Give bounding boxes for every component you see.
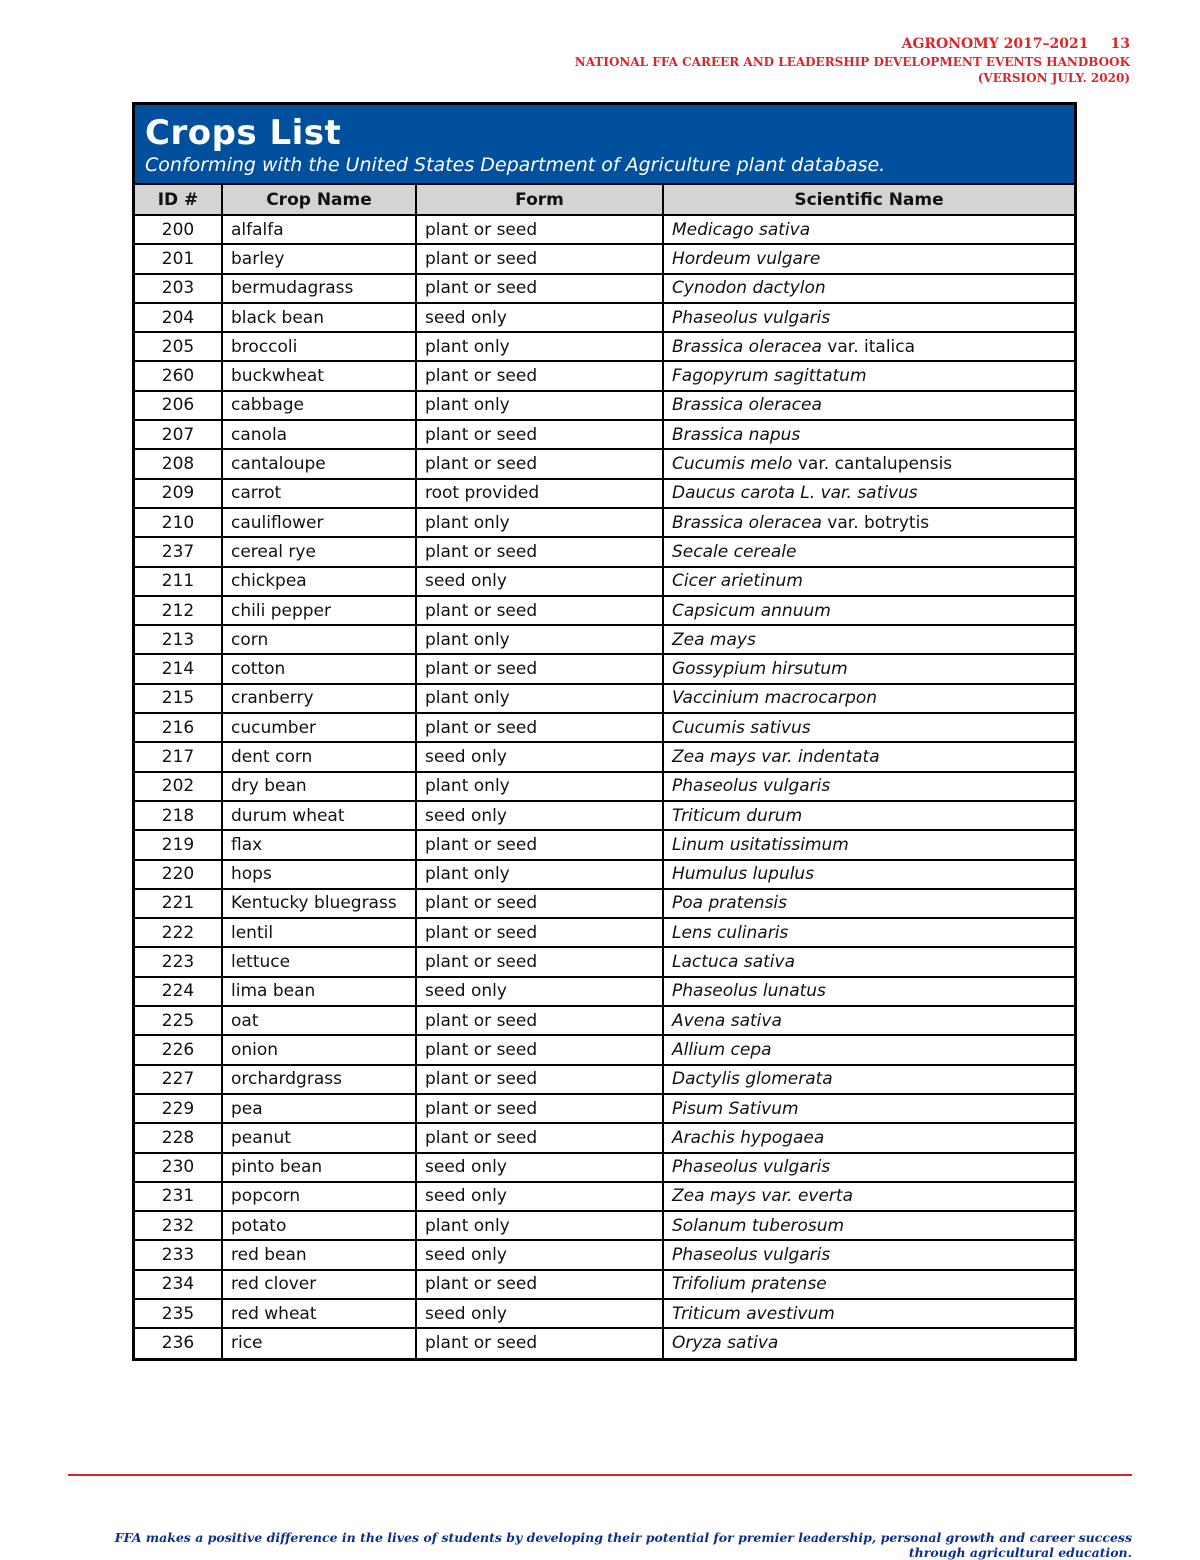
cell-scientific-name [663,947,1074,976]
cell-id: 219 [135,830,222,859]
cell-form: plant only [416,860,663,889]
table-row [135,1153,1074,1182]
table-row [135,479,1074,508]
crops-list-table [132,102,1077,1361]
cell-scientific-name [663,1153,1074,1182]
scientific-name-variety: var. italica [821,336,916,357]
cell-crop-name: rice [222,1328,416,1357]
table-row [135,1094,1074,1123]
scientific-name-italic: Humulus lupulus [672,864,815,885]
cell-scientific-name [663,567,1074,596]
scientific-name-italic: Cicer arietinum [672,571,803,592]
table-subtitle: Conforming with the United States Department of Agriculture plant database. [145,154,886,176]
cell-form: plant or seed [416,215,663,244]
table-row [135,303,1074,332]
cell-form: plant or seed [416,537,663,566]
cell-scientific-name [663,1035,1074,1064]
cell-id: 218 [135,801,222,830]
table-row [135,1182,1074,1211]
cell-form: plant or seed [416,889,663,918]
cell-id: 214 [135,654,222,683]
cell-scientific-name [663,1299,1074,1328]
cell-form: plant only [416,1211,663,1240]
header-line-3: (VERSION JULY. 2020) [977,71,1130,85]
cell-crop-name: broccoli [222,332,416,361]
cell-crop-name: cranberry [222,684,416,713]
cell-scientific-name [663,332,1074,361]
cell-crop-name: durum wheat [222,801,416,830]
table-row [135,625,1074,654]
scientific-name-italic: Lactuca sativa [672,952,795,973]
cell-id: 227 [135,1065,222,1094]
table-title: Crops List [145,113,342,153]
cell-id: 209 [135,479,222,508]
cell-crop-name: cucumber [222,713,416,742]
cell-crop-name: peanut [222,1123,416,1152]
scientific-name-italic: Secale cereale [672,541,797,562]
table-row [135,361,1074,390]
cell-form: plant or seed [416,1123,663,1152]
cell-form: plant only [416,684,663,713]
cell-crop-name: black bean [222,303,416,332]
scientific-name-italic: Gossypium hirsutum [672,659,848,680]
cell-scientific-name [663,361,1074,390]
cell-scientific-name [663,537,1074,566]
cell-crop-name: red bean [222,1240,416,1269]
cell-scientific-name [663,508,1074,537]
table-row [135,1035,1074,1064]
cell-form: plant or seed [416,244,663,273]
cell-crop-name: red wheat [222,1299,416,1328]
table-row [135,1006,1074,1035]
cell-scientific-name [663,684,1074,713]
scientific-name-italic: Cynodon dactylon [672,278,826,299]
cell-crop-name: potato [222,1211,416,1240]
table-row [135,1240,1074,1269]
cell-scientific-name [663,596,1074,625]
cell-crop-name: cantaloupe [222,449,416,478]
cell-id: 206 [135,391,222,420]
cell-form: plant or seed [416,596,663,625]
footer-divider [68,1474,1132,1476]
scientific-name-variety: var. cantalupensis [792,454,953,475]
scientific-name-italic: Brassica oleracea [672,336,822,357]
table-row [135,508,1074,537]
cell-id: 216 [135,713,222,742]
cell-crop-name: alfalfa [222,215,416,244]
table-row [135,1065,1074,1094]
cell-id: 228 [135,1123,222,1152]
cell-crop-name: corn [222,625,416,654]
cell-scientific-name [663,1182,1074,1211]
cell-crop-name: Kentucky bluegrass [222,889,416,918]
header-line-2: NATIONAL FFA CAREER AND LEADERSHIP DEVELOPMENT EVENTS HANDBOOK [574,55,1130,69]
table-row [135,391,1074,420]
cell-form: seed only [416,1240,663,1269]
cell-scientific-name [663,772,1074,801]
table-row [135,742,1074,771]
cell-form: seed only [416,567,663,596]
cell-scientific-name [663,1123,1074,1152]
table-row [135,420,1074,449]
table-row [135,654,1074,683]
cell-id: 211 [135,567,222,596]
cell-scientific-name [663,1211,1074,1240]
cell-form: seed only [416,1182,663,1211]
cell-id: 237 [135,537,222,566]
scientific-name-italic: Triticum avestivum [672,1303,835,1324]
scientific-name-italic: Hordeum vulgare [672,248,821,269]
table-row [135,1299,1074,1328]
cell-scientific-name [663,625,1074,654]
crops-table [135,185,1074,1358]
table-row [135,1270,1074,1299]
cell-form: plant only [416,332,663,361]
scientific-name-italic: Fagopyrum sagittatum [672,366,867,387]
column-header-crop-name: Crop Name [222,185,416,215]
scientific-name-italic: Avena sativa [672,1010,782,1031]
scientific-name-italic: Brassica oleracea [672,395,822,416]
scientific-name-italic: Triticum durum [672,805,803,826]
cell-scientific-name [663,889,1074,918]
cell-crop-name: cabbage [222,391,416,420]
table-row [135,1328,1074,1357]
cell-form: plant or seed [416,1094,663,1123]
scientific-name-italic: Brassica napus [672,424,801,445]
scientific-name-italic: Cucumis sativus [672,717,811,738]
column-header-scientific-name: Scientific Name [663,185,1074,215]
cell-crop-name: lentil [222,918,416,947]
scientific-name-italic: Zea mays [672,629,756,650]
cell-id: 224 [135,977,222,1006]
cell-id: 217 [135,742,222,771]
footer-tagline: FFA makes a positive difference in the lives of students by developing their potential for premier leadership, personal growth and career success through agricultural education. [114,1530,1132,1560]
table-body [135,215,1074,1358]
cell-crop-name: popcorn [222,1182,416,1211]
cell-id: 201 [135,244,222,273]
cell-id: 236 [135,1328,222,1357]
cell-form: plant or seed [416,361,663,390]
cell-crop-name: lima bean [222,977,416,1006]
scientific-name-italic: Capsicum annuum [672,600,831,621]
cell-id: 212 [135,596,222,625]
cell-form: plant or seed [416,830,663,859]
cell-id: 234 [135,1270,222,1299]
cell-form: plant or seed [416,449,663,478]
scientific-name-italic: Zea mays var. indentata [672,746,880,767]
cell-crop-name: onion [222,1035,416,1064]
cell-id: 223 [135,947,222,976]
cell-crop-name: pinto bean [222,1153,416,1182]
scientific-name-italic: Pisum Sativum [672,1098,799,1119]
table-row [135,977,1074,1006]
cell-scientific-name [663,860,1074,889]
cell-scientific-name [663,1094,1074,1123]
cell-crop-name: dent corn [222,742,416,771]
table-row [135,215,1074,244]
table-row [135,1211,1074,1240]
cell-id: 204 [135,303,222,332]
cell-crop-name: cauliflower [222,508,416,537]
scientific-name-italic: Dactylis glomerata [672,1069,833,1090]
cell-form: plant only [416,625,663,654]
scientific-name-italic: Phaseolus vulgaris [672,776,831,797]
scientific-name-italic: Zea mays var. everta [672,1186,853,1207]
cell-crop-name: red clover [222,1270,416,1299]
cell-form: plant or seed [416,1328,663,1357]
table-row [135,947,1074,976]
cell-id: 203 [135,274,222,303]
cell-scientific-name [663,420,1074,449]
cell-form: seed only [416,977,663,1006]
cell-form: seed only [416,1299,663,1328]
scientific-name-italic: Phaseolus vulgaris [672,1245,831,1266]
cell-crop-name: buckwheat [222,361,416,390]
table-header-row [135,185,1074,215]
table-row [135,889,1074,918]
cell-crop-name: lettuce [222,947,416,976]
cell-scientific-name [663,449,1074,478]
header-line-1 [575,34,1130,54]
scientific-name-italic: Phaseolus vulgaris [672,1157,831,1178]
handbook-section-title: AGRONOMY 2017–2021 [901,36,1089,52]
cell-id: 213 [135,625,222,654]
cell-crop-name: carrot [222,479,416,508]
cell-form: seed only [416,303,663,332]
cell-id: 207 [135,420,222,449]
cell-scientific-name [663,654,1074,683]
cell-scientific-name [663,1328,1074,1357]
cell-id: 222 [135,918,222,947]
cell-id: 226 [135,1035,222,1064]
table-row [135,537,1074,566]
cell-crop-name: orchardgrass [222,1065,416,1094]
cell-crop-name: oat [222,1006,416,1035]
cell-form: root provided [416,479,663,508]
cell-scientific-name [663,215,1074,244]
cell-crop-name: hops [222,860,416,889]
cell-crop-name: bermudagrass [222,274,416,303]
cell-form: plant or seed [416,420,663,449]
cell-crop-name: dry bean [222,772,416,801]
table-row [135,274,1074,303]
cell-form: seed only [416,801,663,830]
cell-id: 225 [135,1006,222,1035]
table-banner [135,105,1074,185]
table-row [135,567,1074,596]
cell-id: 200 [135,215,222,244]
cell-scientific-name [663,1240,1074,1269]
cell-id: 233 [135,1240,222,1269]
cell-crop-name: canola [222,420,416,449]
cell-scientific-name [663,1006,1074,1035]
scientific-name-italic: Medicago sativa [672,219,811,240]
cell-scientific-name [663,1065,1074,1094]
cell-scientific-name [663,918,1074,947]
cell-form: plant or seed [416,1006,663,1035]
scientific-name-italic: Cucumis melo [672,454,793,475]
cell-crop-name: cereal rye [222,537,416,566]
scientific-name-italic: Lens culinaris [672,922,789,943]
table-row [135,918,1074,947]
cell-crop-name: chickpea [222,567,416,596]
scientific-name-italic: Allium cepa [672,1039,772,1060]
cell-form: plant or seed [416,947,663,976]
cell-id: 215 [135,684,222,713]
cell-id: 235 [135,1299,222,1328]
table-row [135,713,1074,742]
table-row [135,860,1074,889]
cell-scientific-name [663,713,1074,742]
scientific-name-italic: Arachis hypogaea [672,1127,825,1148]
cell-scientific-name [663,742,1074,771]
cell-form: plant or seed [416,1035,663,1064]
cell-scientific-name [663,274,1074,303]
cell-form: plant or seed [416,918,663,947]
cell-id: 210 [135,508,222,537]
table-row [135,449,1074,478]
cell-form: seed only [416,742,663,771]
cell-crop-name: chili pepper [222,596,416,625]
cell-crop-name: pea [222,1094,416,1123]
cell-id: 229 [135,1094,222,1123]
cell-crop-name: flax [222,830,416,859]
cell-scientific-name [663,391,1074,420]
cell-id: 208 [135,449,222,478]
table-row [135,830,1074,859]
cell-id: 205 [135,332,222,361]
cell-id: 232 [135,1211,222,1240]
cell-form: plant or seed [416,274,663,303]
cell-scientific-name [663,479,1074,508]
cell-scientific-name [663,303,1074,332]
cell-id: 260 [135,361,222,390]
cell-scientific-name [663,1270,1074,1299]
table-row [135,1123,1074,1152]
page-header [575,34,1130,86]
cell-form: plant only [416,391,663,420]
scientific-name-italic: Linum usitatissimum [672,834,849,855]
column-header-id: ID # [135,185,222,215]
cell-form: plant only [416,772,663,801]
table-row [135,801,1074,830]
table-row [135,772,1074,801]
column-header-form: Form [416,185,663,215]
scientific-name-italic: Poa pratensis [672,893,788,914]
cell-id: 220 [135,860,222,889]
table-row [135,332,1074,361]
table-row [135,684,1074,713]
cell-scientific-name [663,244,1074,273]
table-row [135,244,1074,273]
cell-form: seed only [416,1153,663,1182]
scientific-name-italic: Brassica oleracea [672,512,822,533]
cell-scientific-name [663,830,1074,859]
scientific-name-italic: Phaseolus vulgaris [672,307,831,328]
cell-form: plant or seed [416,654,663,683]
scientific-name-italic: Daucus carota L. var. sativus [672,483,918,504]
cell-id: 221 [135,889,222,918]
cell-id: 230 [135,1153,222,1182]
cell-form: plant only [416,508,663,537]
scientific-name-italic: Trifolium pratense [672,1274,827,1295]
scientific-name-italic: Vaccinium macrocarpon [672,688,878,709]
cell-form: plant or seed [416,1065,663,1094]
scientific-name-italic: Solanum tuberosum [672,1215,845,1236]
cell-id: 231 [135,1182,222,1211]
cell-crop-name: cotton [222,654,416,683]
scientific-name-variety: var. botrytis [821,512,930,533]
cell-crop-name: barley [222,244,416,273]
page-number: 13 [1110,36,1130,52]
table-row [135,596,1074,625]
cell-scientific-name [663,977,1074,1006]
cell-scientific-name [663,801,1074,830]
scientific-name-italic: Oryza sativa [672,1333,779,1354]
cell-form: plant or seed [416,1270,663,1299]
cell-form: plant or seed [416,713,663,742]
cell-id: 202 [135,772,222,801]
scientific-name-italic: Phaseolus lunatus [672,981,826,1002]
